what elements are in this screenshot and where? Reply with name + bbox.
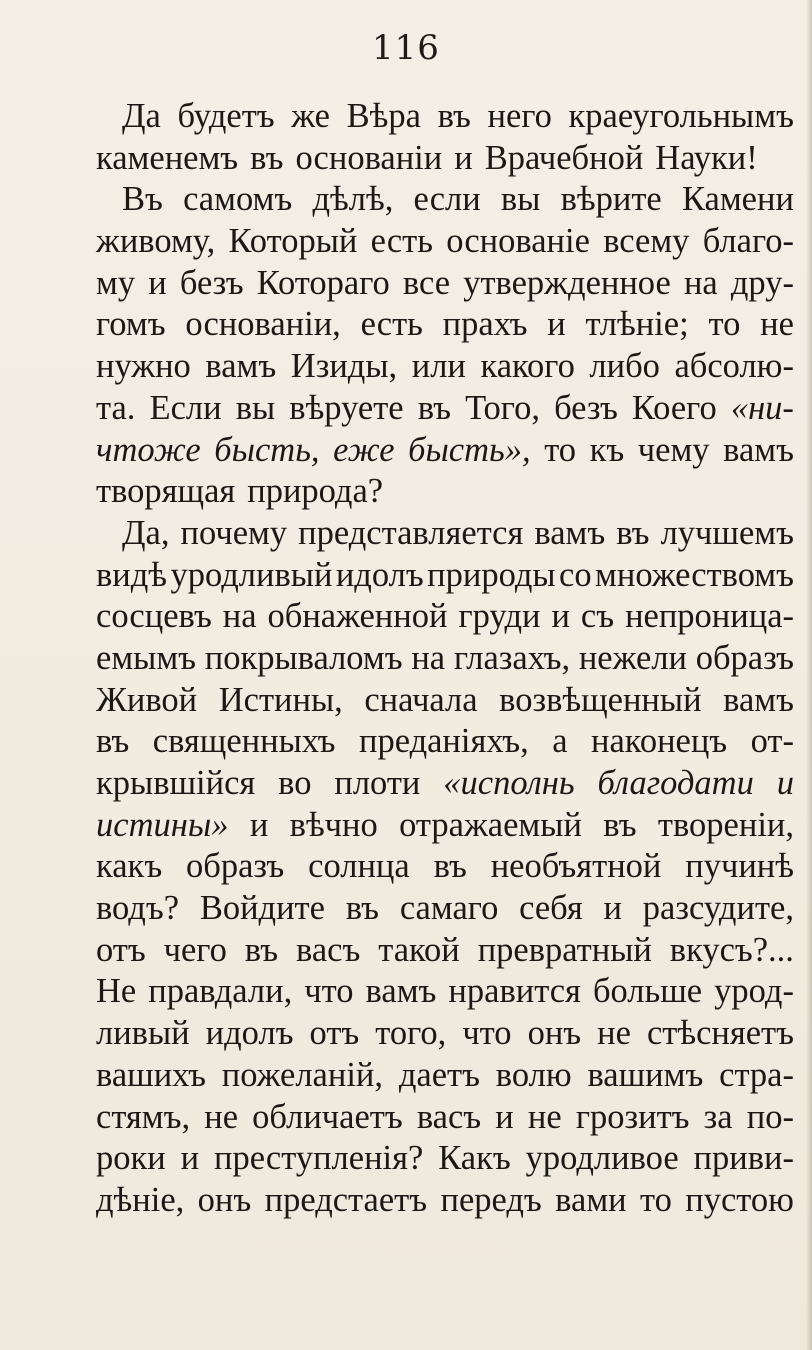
text-word: Вѣра — [346, 97, 421, 135]
text-word: и — [551, 597, 570, 636]
text-word: какого — [480, 347, 575, 386]
text-word: обличаетъ — [252, 1097, 403, 1136]
text-word: видѣ — [96, 555, 168, 594]
text-word: множествомъ — [595, 555, 794, 594]
text-line — [96, 96, 794, 138]
text-word: безъ — [179, 263, 244, 302]
text-line — [96, 555, 794, 597]
text-word: что — [462, 1014, 512, 1053]
text-word: абсолю- — [674, 347, 794, 386]
text-word: не — [204, 1097, 239, 1136]
text-line — [96, 138, 794, 180]
text-word: лучшемъ — [660, 513, 794, 552]
text-word: не — [597, 1014, 631, 1053]
text-word: прахъ — [442, 305, 528, 344]
text-line — [96, 346, 794, 388]
text-word: сосцевъ — [96, 597, 212, 636]
text-word: вы — [500, 180, 541, 219]
text-word: покрываломъ — [204, 638, 403, 677]
text-word: Не — [96, 972, 137, 1011]
italic-quote-word: «ни- — [730, 388, 794, 427]
text-word: наконецъ — [591, 722, 728, 761]
text-word: глазахъ, — [453, 638, 571, 677]
text-word: краеугольнымъ — [568, 97, 794, 135]
text-line — [96, 1097, 794, 1139]
text-word: Да — [122, 97, 161, 135]
text-word: необъятной — [490, 847, 662, 886]
italic-quote-word: еже — [333, 430, 395, 469]
text-word: Науки! — [655, 138, 758, 177]
text-word: него — [487, 97, 552, 135]
text-word: ливый — [96, 1014, 190, 1053]
text-word: всему — [603, 222, 690, 261]
italic-quote-word: и — [776, 764, 794, 802]
text-word: отъ — [309, 1014, 360, 1053]
text-word: священныхъ — [152, 722, 336, 761]
text-line — [96, 805, 794, 847]
text-word: то — [544, 430, 577, 469]
text-word: безъ — [554, 388, 618, 427]
text-line — [96, 930, 794, 972]
text-word: больше — [592, 972, 703, 1011]
text-word: Который — [228, 222, 358, 261]
text-word: за — [703, 1097, 733, 1136]
text-word: Войдите — [199, 889, 325, 928]
text-word: сначала — [364, 680, 478, 719]
text-word: Истины, — [218, 680, 343, 719]
text-word: пустою — [685, 1180, 794, 1219]
text-word: дѣніе, — [96, 1180, 185, 1219]
text-word: то — [708, 305, 741, 344]
text-line — [96, 221, 794, 263]
text-word: есть — [360, 305, 423, 344]
text-word: превратный — [477, 930, 652, 969]
text-word: то — [640, 1180, 672, 1219]
text-word: передъ — [440, 1180, 542, 1219]
text-word: каменемъ — [96, 138, 239, 177]
text-line — [96, 971, 794, 1013]
text-word: нежели — [578, 638, 687, 677]
text-word: въ — [96, 722, 130, 761]
text-word: онъ — [197, 1180, 252, 1219]
text-word: чего — [163, 930, 227, 969]
text-word: Если — [149, 388, 222, 427]
text-word: самаго — [399, 889, 499, 928]
text-word: преданіяхъ, — [359, 722, 529, 761]
text-word: разсудите, — [642, 889, 794, 928]
text-word: вамъ — [723, 430, 794, 469]
text-word: основаніи, — [185, 305, 341, 344]
text-word: Котораго — [256, 263, 390, 302]
text-word: вѣруете — [289, 388, 404, 427]
text-word: предстаетъ — [264, 1180, 428, 1219]
text-word: васъ — [295, 930, 361, 969]
text-word: и — [603, 889, 622, 928]
text-line — [96, 513, 794, 555]
text-word: идолъ — [335, 555, 424, 594]
text-line — [96, 1180, 794, 1222]
text-word: нужно — [96, 347, 191, 386]
text-word: твореніи, — [657, 805, 794, 844]
text-word: му — [96, 263, 136, 302]
text-word: основаніе — [446, 222, 590, 261]
text-word: вѣчно — [289, 805, 378, 844]
text-word: въ — [244, 930, 279, 969]
text-word: по- — [746, 1097, 794, 1136]
text-word: живому, — [96, 222, 216, 261]
text-word: въ — [616, 513, 650, 552]
text-word: и — [249, 805, 269, 844]
text-line — [96, 721, 794, 763]
text-word: тлѣніе; — [585, 305, 689, 344]
text-word: вашимъ — [587, 1055, 704, 1094]
text-word: Врачебной — [484, 138, 644, 177]
text-line — [96, 263, 794, 305]
text-word: въ — [603, 805, 637, 844]
text-word: крывшійся — [96, 764, 256, 802]
text-line — [96, 1138, 794, 1180]
text-line — [96, 680, 794, 722]
text-word: въ — [345, 889, 380, 928]
text-word: приви- — [693, 1139, 794, 1178]
text-word: и — [454, 138, 473, 177]
text-line — [96, 888, 794, 930]
text-word: же — [291, 97, 330, 135]
text-word: уродливый — [170, 555, 333, 594]
text-word: урод- — [714, 972, 794, 1011]
text-word: уродливое — [525, 1139, 679, 1178]
text-word: вамъ — [365, 972, 437, 1011]
text-word: идолъ — [205, 1014, 294, 1053]
text-word: есть — [370, 222, 433, 261]
text-word: въ — [437, 97, 471, 135]
text-line — [96, 638, 794, 680]
text-word: и — [495, 1097, 514, 1136]
text-word: Въ — [122, 180, 163, 219]
text-word: стямъ, — [96, 1097, 191, 1136]
text-word: почему — [180, 513, 288, 552]
text-word: образъ — [695, 638, 794, 677]
italic-quote-word: «исполнь — [443, 764, 575, 802]
text-word: Того, — [465, 388, 540, 427]
text-word: обнаженной — [267, 597, 448, 636]
text-line — [96, 596, 794, 638]
page-number: 116 — [372, 28, 440, 68]
italic-quote-word: бысть», — [408, 430, 531, 469]
italic-quote-word: бысть, — [214, 430, 320, 469]
text-word: вамъ — [534, 513, 606, 552]
text-word: та. — [96, 388, 136, 427]
text-word: стра- — [719, 1055, 794, 1094]
body-text — [96, 96, 794, 1222]
text-word: дру- — [730, 263, 794, 302]
text-line — [96, 763, 794, 805]
text-word: такой — [378, 930, 460, 969]
text-word: возвѣщенный — [499, 680, 702, 719]
text-word: отражаемый — [399, 805, 582, 844]
text-word: водъ? — [96, 889, 180, 928]
text-word: онъ — [527, 1014, 582, 1053]
text-word: на — [683, 263, 718, 302]
text-word: какъ — [96, 847, 163, 886]
text-word: во — [278, 764, 312, 802]
text-word: роки — [96, 1139, 166, 1178]
text-word: самомъ — [183, 180, 293, 219]
text-word: на — [411, 638, 446, 677]
text-word: Живой — [96, 680, 198, 719]
italic-quote-word: чтоже — [96, 430, 201, 469]
text-line — [96, 304, 794, 346]
text-word: Камени — [681, 180, 794, 219]
text-word: не — [527, 1097, 562, 1136]
text-word: вѣрите — [560, 180, 662, 219]
text-word: Какъ — [438, 1139, 511, 1178]
text-word: въ — [250, 138, 284, 177]
text-word: природа? — [247, 472, 384, 511]
text-word: представляется — [298, 513, 524, 552]
text-word: вкусъ?... — [669, 930, 794, 969]
text-word: вами — [555, 1180, 627, 1219]
text-line — [96, 430, 794, 472]
text-word: въ — [433, 847, 467, 886]
text-word: дѣлѣ, — [312, 180, 394, 219]
text-word: нравится — [448, 972, 581, 1011]
text-word: и — [148, 263, 167, 302]
text-word: непроница- — [625, 597, 794, 636]
text-line — [96, 846, 794, 888]
text-word: будетъ — [177, 97, 275, 135]
text-word: благо- — [702, 222, 794, 261]
text-word: либо — [589, 347, 660, 386]
text-word: Да, — [122, 513, 170, 552]
text-word: волю — [495, 1055, 572, 1094]
text-word: вамъ — [205, 347, 277, 386]
text-word: творящая — [96, 472, 236, 511]
text-word: отъ — [96, 930, 146, 969]
text-word: основаніи — [295, 138, 443, 177]
text-line — [96, 1013, 794, 1055]
text-word: солнца — [308, 847, 410, 886]
text-word: если — [413, 180, 481, 219]
text-word: на — [222, 597, 257, 636]
text-word: Изиды, — [290, 347, 398, 386]
text-word: и — [180, 1139, 200, 1178]
text-word: чему — [637, 430, 710, 469]
text-word: въ — [417, 388, 451, 427]
text-word: со — [559, 555, 592, 594]
text-word: вамъ — [723, 680, 794, 719]
text-word: груди — [458, 597, 541, 636]
text-word: правдали, — [148, 972, 293, 1011]
italic-quote-word: истины» — [96, 805, 229, 844]
text-line — [96, 179, 794, 221]
text-word: къ — [589, 430, 625, 469]
text-word: стѣсняетъ — [646, 1014, 794, 1053]
text-word: вы — [235, 388, 276, 427]
text-word: образъ — [186, 847, 285, 886]
text-word: пучинѣ — [685, 847, 794, 886]
text-word: вашихъ — [96, 1055, 206, 1094]
text-word: емымъ — [96, 638, 196, 677]
text-word: а — [552, 722, 568, 761]
text-word: грозитъ — [575, 1097, 690, 1136]
text-word: съ — [580, 597, 615, 636]
text-word: Коего — [631, 388, 717, 427]
text-word: или — [411, 347, 466, 386]
text-word: того, — [375, 1014, 447, 1053]
text-word: плоти — [334, 764, 421, 802]
text-line — [96, 388, 794, 430]
text-word: все — [402, 263, 451, 302]
text-word: преступленія? — [214, 1139, 424, 1178]
text-word: пожеланій, — [221, 1055, 383, 1094]
text-word: васъ — [416, 1097, 482, 1136]
text-word: гомъ — [96, 305, 166, 344]
text-word: себя — [519, 889, 583, 928]
text-word: природы — [427, 555, 556, 594]
text-word: от- — [750, 722, 794, 761]
italic-quote-word: благодати — [597, 764, 754, 802]
text-word: утвержденное — [463, 263, 671, 302]
text-word: не — [760, 305, 794, 344]
text-word: и — [547, 305, 566, 344]
text-line — [96, 1055, 794, 1097]
text-word: что — [304, 972, 354, 1011]
text-line — [96, 471, 794, 513]
text-word: даетъ — [398, 1055, 480, 1094]
page-edge-shadow — [806, 0, 812, 1350]
